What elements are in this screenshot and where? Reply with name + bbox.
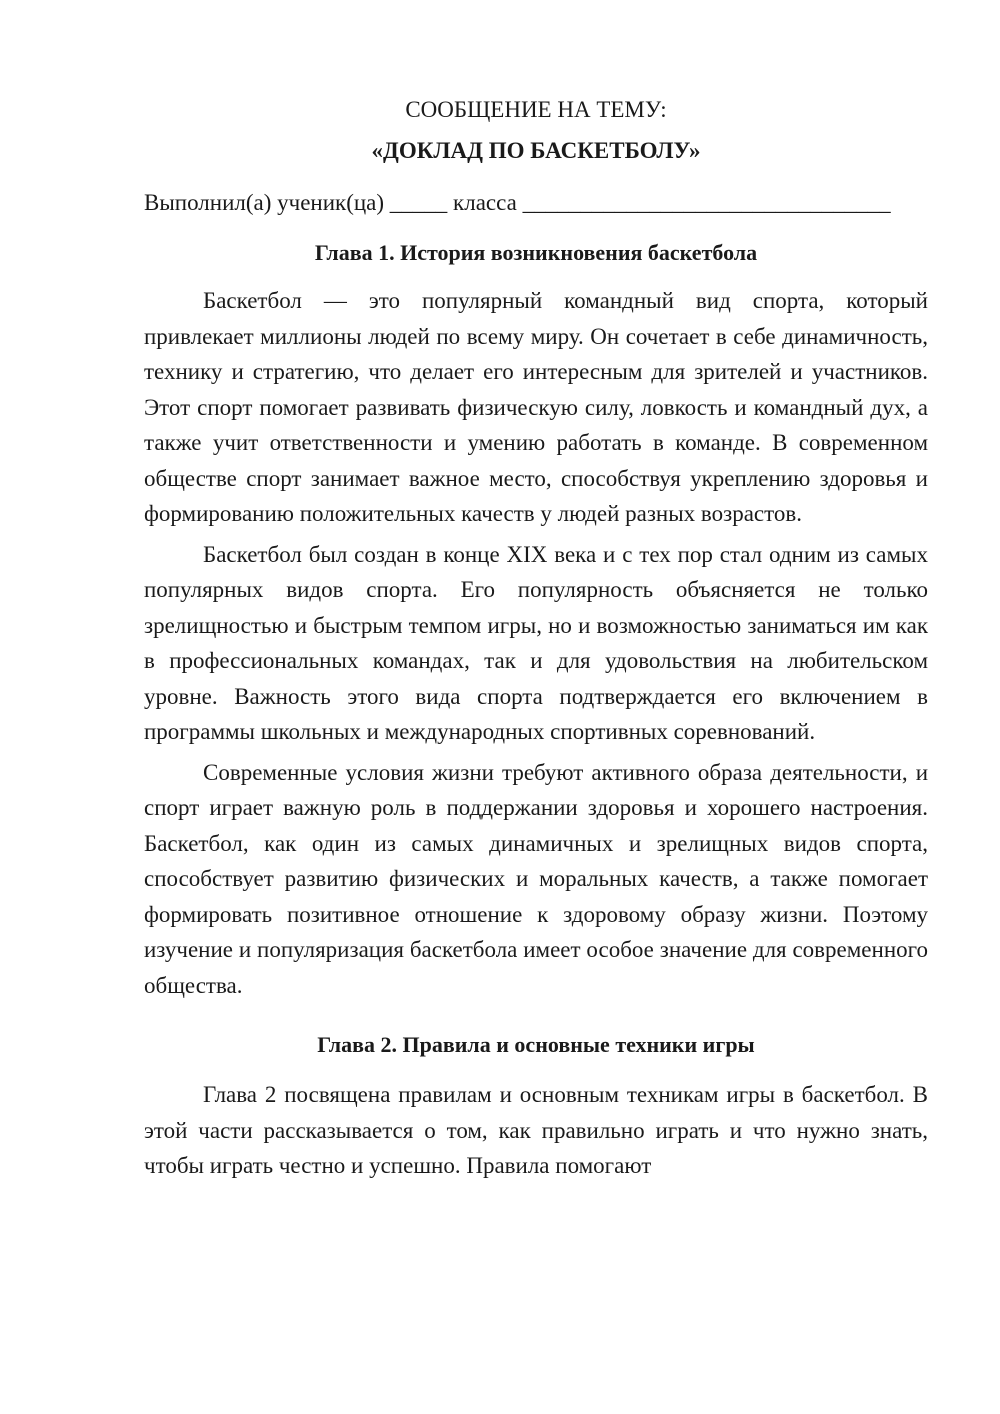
chapter-1-paragraph-3: Современные условия жизни требуют активного образа деятельности, и спорт играет важную роль в поддержании здоровья и хорошего настроения. Баскетбол, как один из самых динамичных и зрелищных видов спорта, способствует развитию физических и моральных качеств, а также помогает формировать позитивное отношение к здоровому образу жизни. Поэтому изучение и популяризация баскетбола имеет особое значение для современного общества. bbox=[144, 759, 928, 998]
chapter-2-paragraph-1: Глава 2 посвящена правилам и основным техникам игры в баскетбол. В этой части рассказывается о том, как правильно играть и что нужно знать, чтобы играть честно и успешно. Правила помогают bbox=[144, 1082, 928, 1178]
document-page bbox=[144, 90, 928, 1189]
chapter-1 bbox=[144, 237, 928, 1003]
chapter-1-heading: Глава 1. История возникновения баскетбола bbox=[314, 240, 758, 265]
chapter-1-paragraph-2: Баскетбол был создан в конце XIX века и с тех пор стал одним из самых популярных видов спорта. Его популярность объясняется не только зрелищностью и быстрым темпом игры, но и возможностью заниматься им как в профессиональных командах, так и для удовольствия на любительском уровне. Важность этого вида спорта подтверждается его включением в программы школьных и международных спортивных соревнований. bbox=[144, 541, 928, 744]
chapter-2 bbox=[144, 1029, 928, 1184]
document-title-line-1: СООБЩЕНИЕ НА ТЕМУ: bbox=[405, 97, 667, 122]
author-line: Выполнил(а) ученик(ца) _____ класса ________________________________ bbox=[144, 190, 891, 215]
document-title-line-2: «ДОКЛАД ПО БАСКЕТБОЛУ» bbox=[371, 138, 701, 163]
chapter-2-heading: Глава 2. Правила и основные техники игры bbox=[317, 1032, 755, 1057]
chapter-1-paragraph-1: Баскетбол — это популярный командный вид спорта, который привлекает миллионы людей по всему миру. Он сочетает в себе динамичность, технику и стратегию, что делает его интересным для зрителей и участников. Этот спорт помогает развивать физическую силу, ловкость и командный дух, а также учит ответственности и умению работать в команде. В современном обществе спорт занимает важное место, способствуя укреплению здоровья и формированию положительных качеств у людей разных возрастов. bbox=[144, 288, 928, 526]
